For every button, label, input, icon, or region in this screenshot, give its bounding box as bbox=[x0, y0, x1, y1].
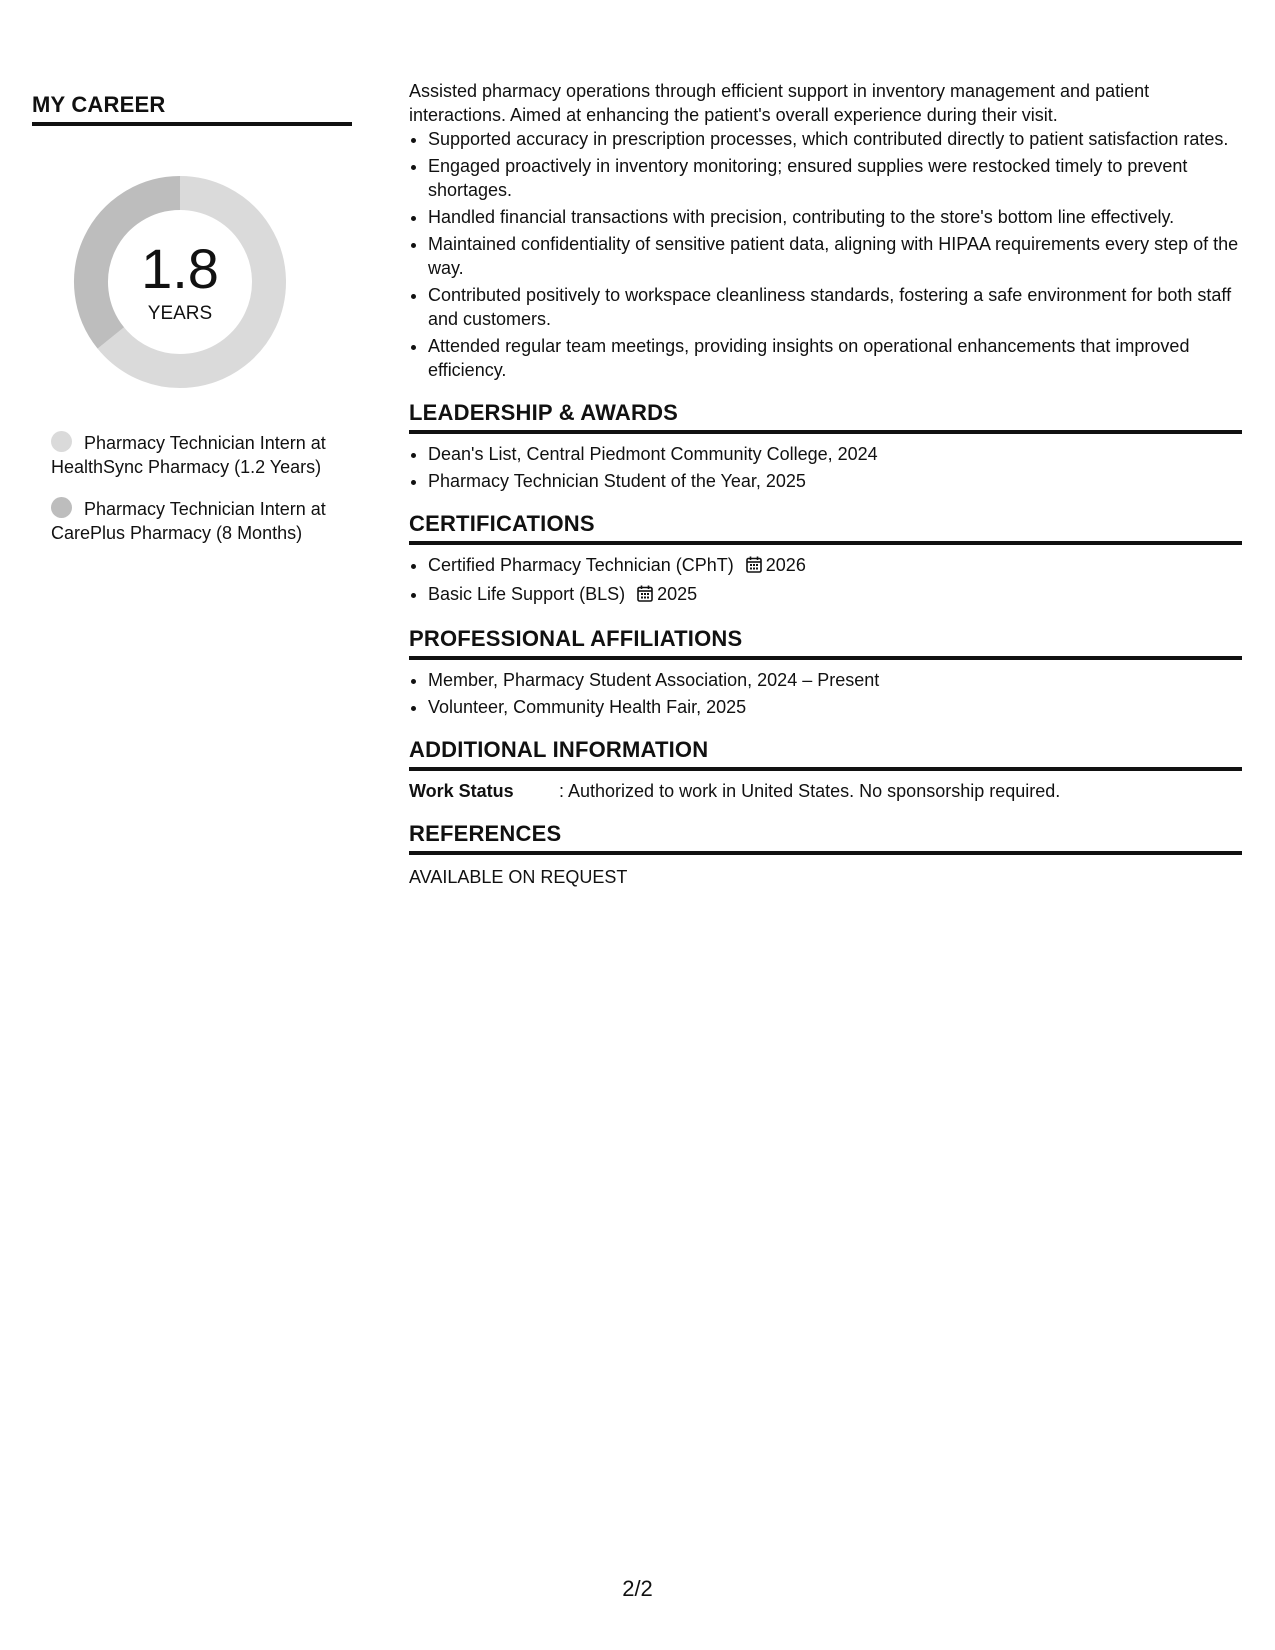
references-text: AVAILABLE ON REQUEST bbox=[409, 867, 628, 887]
certification-year: 2025 bbox=[657, 584, 698, 604]
list-item: • Attended regular team meetings, providing insights on operational enhancements that improved efficiency. bbox=[428, 334, 1242, 382]
main-content bbox=[409, 79, 1242, 889]
certification-name: Certified Pharmacy Technician (CPhT) bbox=[428, 555, 734, 575]
work-status-label: Work Status bbox=[409, 781, 514, 801]
career-legend-item bbox=[51, 431, 326, 479]
certifications-section bbox=[409, 511, 1242, 608]
references-section bbox=[409, 821, 1242, 889]
list-item: • Pharmacy Technician Student of the Year, 2025 bbox=[428, 469, 1242, 493]
career-legend-item bbox=[51, 497, 326, 545]
calendar-icon bbox=[637, 584, 653, 608]
career-sidebar bbox=[32, 92, 352, 563]
legend-dot-icon bbox=[51, 431, 72, 452]
affiliations-section bbox=[409, 626, 1242, 719]
career-total-value: 1.8 bbox=[141, 237, 219, 300]
page-number: 2/2 bbox=[622, 1576, 653, 1601]
list-item: • Handled financial transactions with precision, contributing to the store's bottom line effectively. bbox=[428, 205, 1242, 229]
legend-label: Pharmacy Technician Intern at CarePlus Pharmacy (8 Months) bbox=[51, 499, 326, 543]
list-item: • Contributed positively to workspace cleanliness standards, fostering a safe environment for both staff and customers. bbox=[428, 283, 1242, 331]
list-item: • Volunteer, Community Health Fair, 2025 bbox=[428, 695, 1242, 719]
work-status-row bbox=[409, 779, 1242, 803]
career-total-unit: YEARS bbox=[147, 303, 213, 324]
career-title: MY CAREER bbox=[32, 92, 352, 126]
section-title: PROFESSIONAL AFFILIATIONS bbox=[409, 626, 1242, 660]
certification-name: Basic Life Support (BLS) bbox=[428, 584, 626, 604]
list-item: • Dean's List, Central Piedmont Community College, 2024 bbox=[428, 442, 1242, 466]
leadership-section bbox=[409, 400, 1242, 493]
additional-info-section bbox=[409, 737, 1242, 803]
list-item: • Member, Pharmacy Student Association, 2024 – Present bbox=[428, 668, 1242, 692]
affiliations-list bbox=[409, 668, 1242, 719]
certifications-list bbox=[409, 553, 1242, 608]
list-item bbox=[428, 553, 1242, 579]
legend-dot-icon bbox=[51, 497, 72, 518]
legend-label: Pharmacy Technician Intern at HealthSync Pharmacy (1.2 Years) bbox=[51, 433, 326, 477]
section-title: LEADERSHIP & AWARDS bbox=[409, 400, 1242, 434]
list-item: • Engaged proactively in inventory monitoring; ensured supplies were restocked timely to prevent shortages. bbox=[428, 154, 1242, 202]
calendar-icon bbox=[746, 555, 762, 579]
experience-bullets bbox=[409, 127, 1242, 382]
leadership-list bbox=[409, 442, 1242, 493]
work-status-value: : Authorized to work in United States. No sponsorship required. bbox=[559, 781, 1061, 801]
experience-intro: Assisted pharmacy operations through efficient support in inventory management and patient interactions. Aimed at enhancing the patient's overall experience during their visit. bbox=[409, 81, 1150, 125]
section-title: ADDITIONAL INFORMATION bbox=[409, 737, 1242, 771]
list-item: • Supported accuracy in prescription processes, which contributed directly to patient satisfaction rates. bbox=[428, 127, 1242, 151]
certification-year: 2026 bbox=[765, 555, 806, 575]
donut-center bbox=[67, 169, 293, 395]
career-legend bbox=[51, 431, 326, 545]
career-donut-chart bbox=[67, 169, 293, 395]
section-title: REFERENCES bbox=[409, 821, 1242, 855]
list-item: • Maintained confidentiality of sensitive patient data, aligning with HIPAA requirements every step of the way. bbox=[428, 232, 1242, 280]
list-item bbox=[428, 582, 1242, 608]
section-title: CERTIFICATIONS bbox=[409, 511, 1242, 545]
